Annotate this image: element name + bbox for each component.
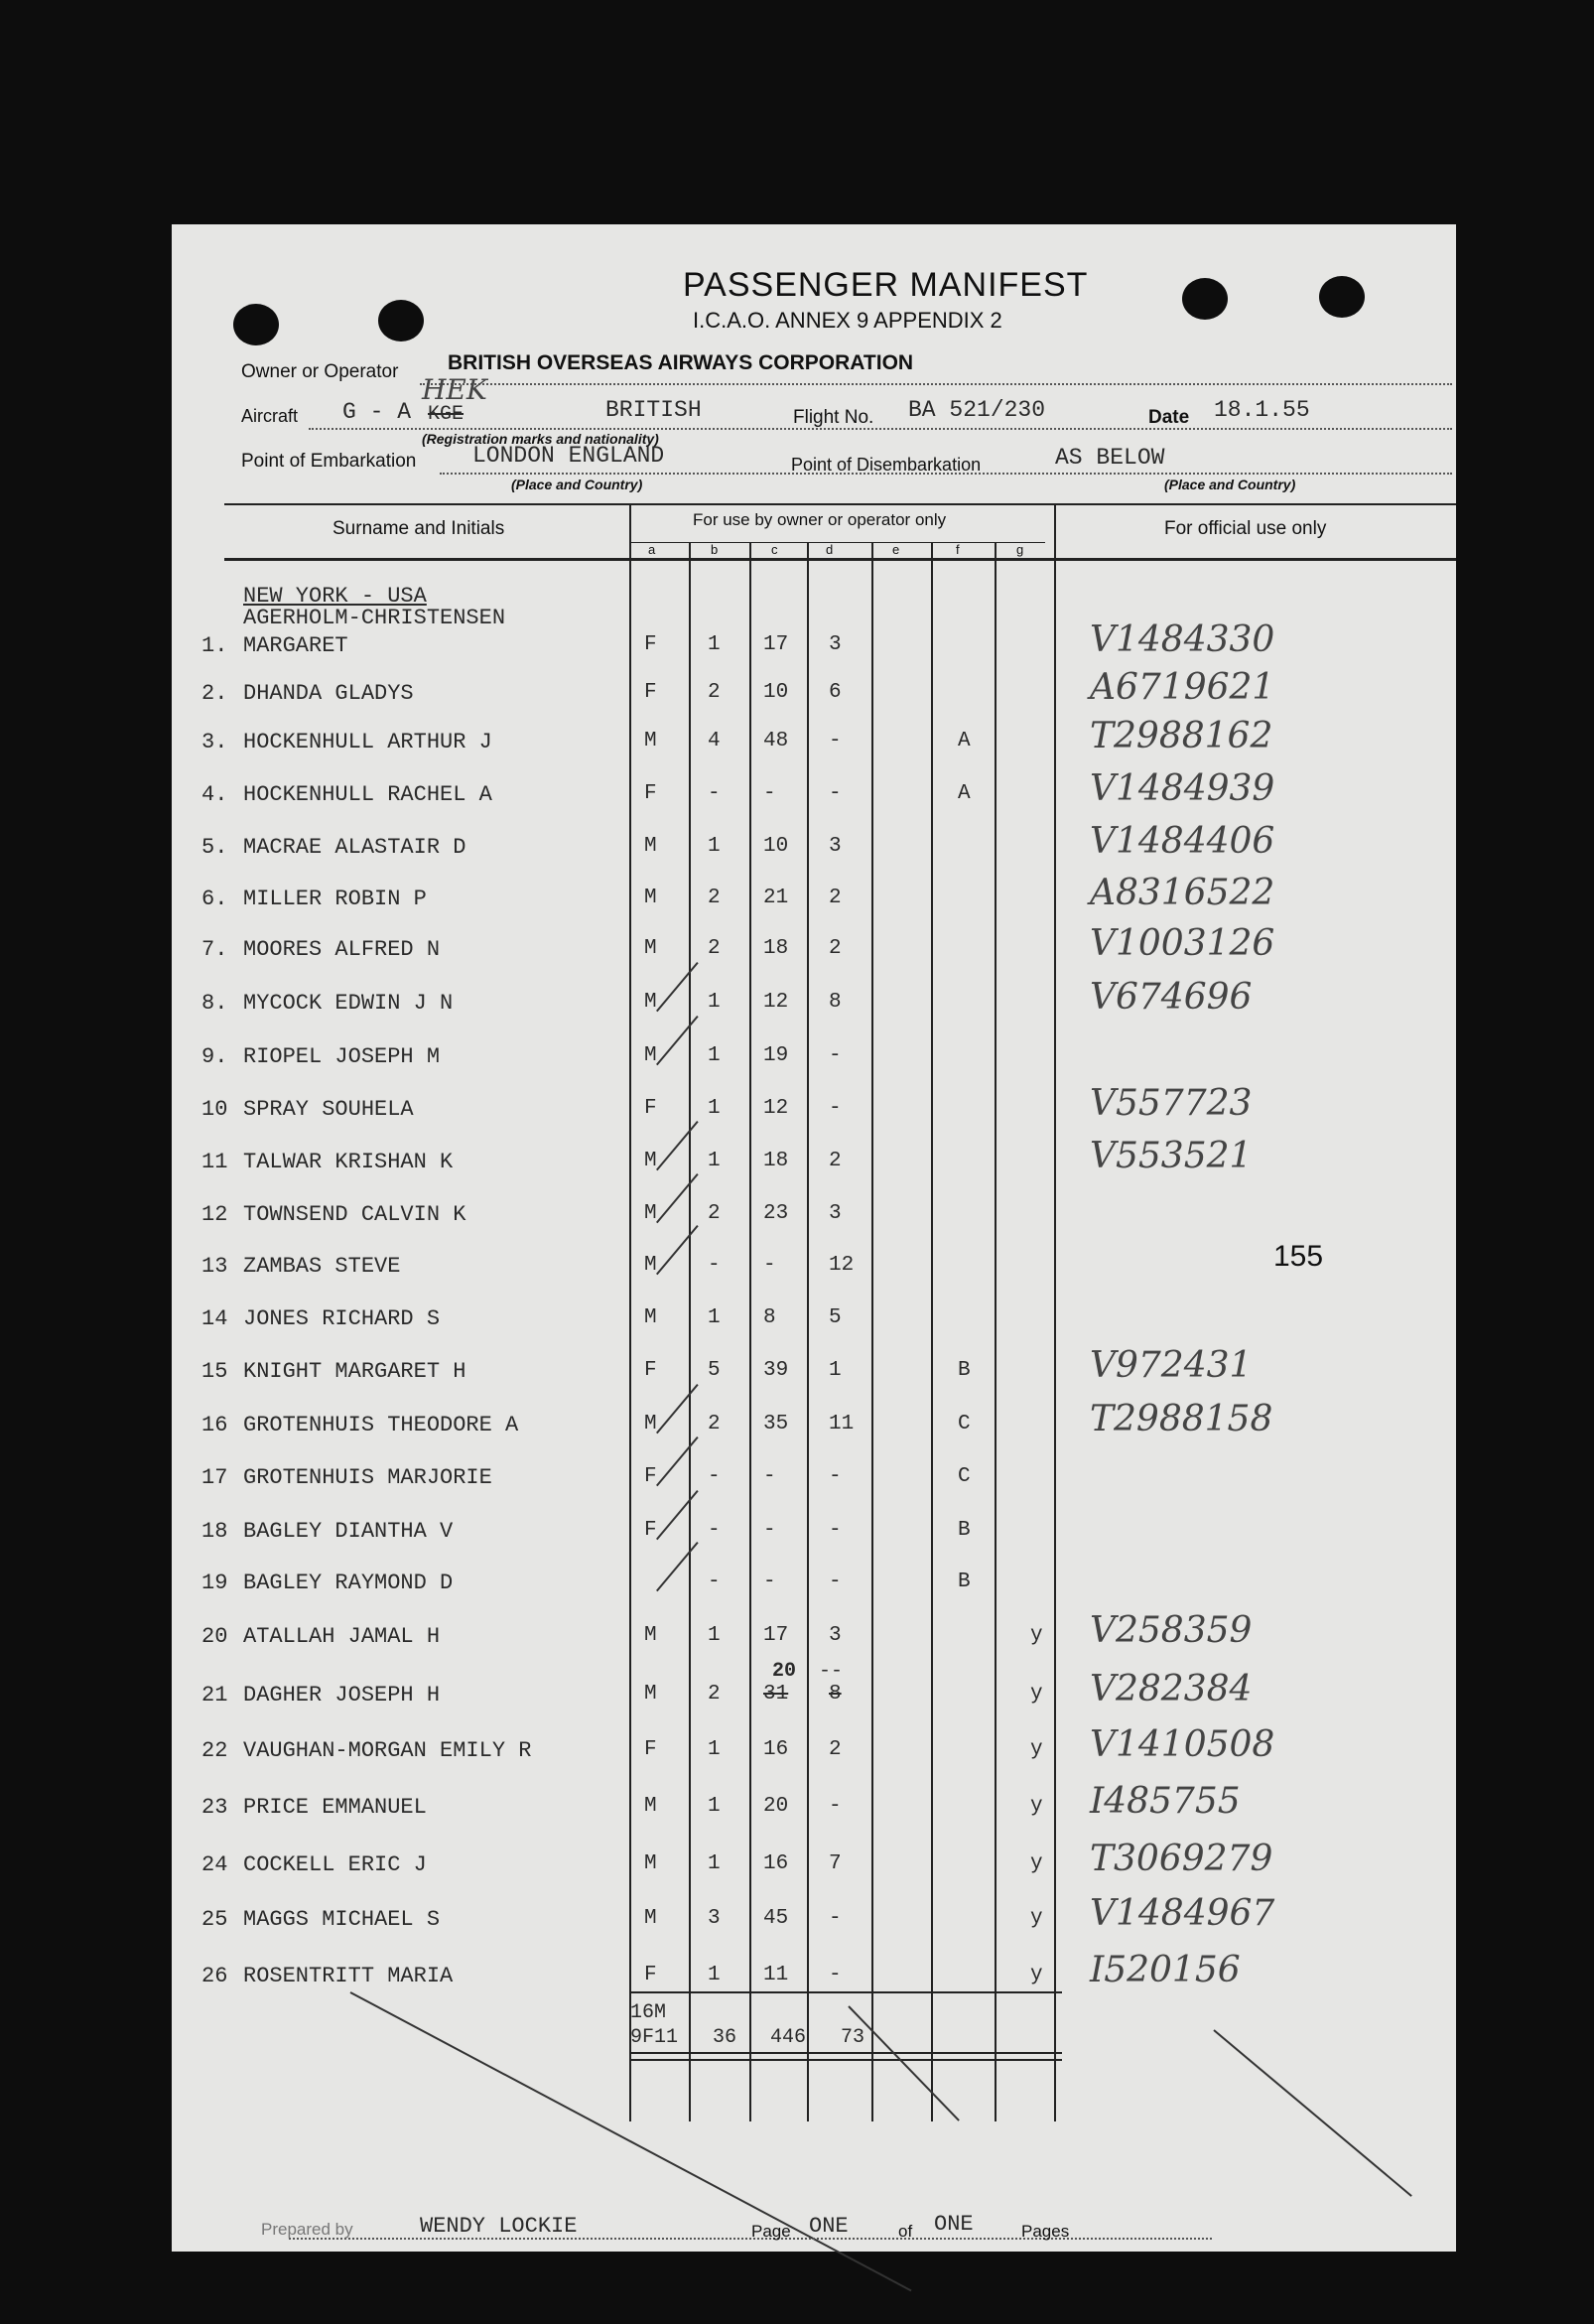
col-divider: [689, 542, 691, 2121]
cell-d: 2: [829, 937, 842, 960]
passenger-name: ZAMBAS STEVE: [243, 1254, 401, 1279]
passenger-name: VAUGHAN-MORGAN EMILY R: [243, 1738, 532, 1763]
passenger-name: BAGLEY DIANTHA V: [243, 1519, 454, 1544]
cell-c: 16: [763, 1738, 789, 1761]
official-entry: I520156: [1090, 1950, 1241, 1990]
registration-caption: (Registration marks and nationality): [422, 431, 659, 447]
cell-b: 2: [708, 1683, 721, 1706]
check-mark: [656, 1436, 699, 1486]
passenger-name: DAGHER JOSEPH H: [243, 1683, 441, 1708]
cell-d: -: [829, 1097, 842, 1120]
cell-f: A: [958, 730, 971, 752]
cell-b: 1: [708, 1306, 721, 1329]
destination-heading: NEW YORK - USA: [243, 584, 427, 609]
passenger-name: KNIGHT MARGARET H: [243, 1359, 466, 1384]
cell-d: 2: [829, 1150, 842, 1172]
official-entry: T2988162: [1090, 716, 1273, 756]
prepared-value: WENDY LOCKIE: [420, 2214, 578, 2239]
cell-f: B: [958, 1519, 971, 1542]
cell-c: 12: [763, 1097, 789, 1120]
aircraft-label: Aircraft: [241, 406, 299, 426]
cell-c: 10: [763, 835, 789, 858]
embarkation-label: Point of Embarkation: [241, 451, 417, 472]
cell-c: -: [763, 1465, 776, 1488]
cell-a: F: [644, 681, 657, 704]
row-number: 24: [201, 1852, 228, 1877]
cell-b: 2: [708, 887, 721, 909]
passenger-name: TALWAR KRISHAN K: [243, 1150, 454, 1174]
cell-c: 45: [763, 1907, 789, 1930]
page-label: Page: [751, 2222, 791, 2241]
cell-b: 2: [708, 681, 721, 704]
aircraft-nationality: BRITISH: [605, 397, 702, 423]
cell-c: 17: [763, 1624, 789, 1647]
check-mark: [656, 1490, 699, 1540]
page-value: ONE: [809, 2214, 849, 2239]
row-number: 1.: [201, 633, 228, 658]
cell-b: 1: [708, 1097, 721, 1120]
check-mark: [656, 1173, 699, 1223]
cell-a: F: [644, 1738, 657, 1761]
row-number: 6.: [201, 887, 228, 911]
cell-c: -: [763, 782, 776, 805]
cell-b: -: [708, 1465, 721, 1488]
cell-f: C: [958, 1465, 971, 1488]
cell-b: -: [708, 1519, 721, 1542]
pages-label: Pages: [1021, 2222, 1070, 2241]
dagher-d-correction: --: [819, 1660, 844, 1683]
row-number: 19: [201, 1571, 228, 1595]
passenger-name: MYCOCK EDWIN J N: [243, 991, 454, 1016]
cell-g: y: [1030, 1907, 1043, 1930]
cell-g: y: [1030, 1738, 1043, 1761]
row-number: 5.: [201, 835, 228, 860]
passenger-name: ATALLAH JAMAL H: [243, 1624, 441, 1649]
cell-d: 8: [829, 991, 842, 1014]
punch-hole: [1319, 276, 1365, 318]
passenger-name: TOWNSEND CALVIN K: [243, 1202, 466, 1227]
cell-d: 6: [829, 681, 842, 704]
row-number: 12: [201, 1202, 228, 1227]
subcol-letter: c: [771, 542, 778, 557]
aircraft-prefix: G - A: [342, 399, 412, 425]
row-number: 4.: [201, 782, 228, 807]
embarkation-value: LONDON ENGLAND: [472, 443, 665, 469]
row-number: 7.: [201, 937, 228, 962]
cell-f: B: [958, 1359, 971, 1382]
cell-a: F: [644, 1519, 657, 1542]
official-entry: 155: [1273, 1240, 1324, 1273]
subcol-letter: g: [1016, 542, 1024, 557]
row-number: 16: [201, 1413, 228, 1437]
row-number: 18: [201, 1519, 228, 1544]
passenger-name: ROSENTRITT MARIA: [243, 1964, 454, 1988]
cell-b: 2: [708, 1413, 721, 1435]
cell-d: 2: [829, 887, 842, 909]
cell-d: -: [829, 1465, 842, 1488]
check-mark: [656, 1384, 699, 1434]
cell-c: 10: [763, 681, 789, 704]
col-header-official: For official use only: [1164, 518, 1327, 539]
date-label: Date: [1148, 407, 1190, 428]
cell-d: 8: [829, 1683, 842, 1706]
total-a-men: 16M: [630, 2001, 667, 2024]
check-mark: [656, 1542, 699, 1591]
cell-a: F: [644, 1359, 657, 1382]
row-number: 10: [201, 1097, 228, 1122]
cell-a: M: [644, 1150, 657, 1172]
cell-d: 1: [829, 1359, 842, 1382]
row-number: 15: [201, 1359, 228, 1384]
cell-c: 31: [763, 1683, 789, 1706]
passenger-name: MILLER ROBIN P: [243, 887, 427, 911]
row-number: 17: [201, 1465, 228, 1490]
cell-d: -: [829, 1044, 842, 1067]
col-divider: [807, 542, 809, 2121]
check-mark: [656, 1016, 699, 1065]
passenger-name: SPRAY SOUHELA: [243, 1097, 414, 1122]
col-divider: [1054, 503, 1056, 2121]
cancel-stroke: [1213, 2029, 1411, 2197]
cell-d: 3: [829, 1202, 842, 1225]
official-entry: V258359: [1090, 1610, 1253, 1651]
flight-value: BA 521/230: [908, 397, 1046, 423]
row-number: 2.: [201, 681, 228, 706]
official-entry: T2988158: [1090, 1399, 1273, 1439]
disembarkation-value: AS BELOW: [1055, 445, 1165, 471]
cell-d: -: [829, 1571, 842, 1593]
col-header-owner: For use by owner or operator only: [693, 510, 947, 529]
cell-b: 1: [708, 1150, 721, 1172]
passenger-name-line2: MARGARET: [243, 633, 348, 658]
cell-a: M: [644, 1254, 657, 1277]
cell-a: M: [644, 1795, 657, 1818]
official-entry: V1003126: [1090, 923, 1275, 964]
totals-bottom-rule-2: [629, 2059, 1062, 2061]
cell-d: -: [829, 1907, 842, 1930]
official-entry: V1484330: [1090, 619, 1275, 660]
cell-f: B: [958, 1571, 971, 1593]
cell-g: y: [1030, 1683, 1043, 1706]
official-entry: A6719621: [1090, 667, 1275, 708]
total-c: 446: [770, 2026, 807, 2049]
official-entry: V282384: [1090, 1669, 1253, 1709]
cell-c: 39: [763, 1359, 789, 1382]
row-number: 14: [201, 1306, 228, 1331]
passenger-name: BAGLEY RAYMOND D: [243, 1571, 454, 1595]
col-divider: [931, 542, 933, 2121]
prepared-label: Prepared by: [261, 2220, 353, 2239]
subcol-letter: b: [711, 542, 719, 557]
of-value: ONE: [934, 2212, 974, 2237]
cell-g: y: [1030, 1964, 1043, 1986]
official-entry: I485755: [1090, 1781, 1241, 1822]
cell-b: -: [708, 782, 721, 805]
of-label: of: [898, 2222, 913, 2241]
row-number: 23: [201, 1795, 228, 1820]
cell-a: M: [644, 1306, 657, 1329]
check-mark: [656, 962, 699, 1012]
check-mark: [656, 1121, 699, 1170]
cell-c: -: [763, 1519, 776, 1542]
cell-b: 5: [708, 1359, 721, 1382]
cell-b: 1: [708, 991, 721, 1014]
cell-a: F: [644, 1097, 657, 1120]
passenger-name: MAGGS MICHAEL S: [243, 1907, 441, 1932]
disembarkation-caption: (Place and Country): [1164, 477, 1296, 492]
passenger-name: RIOPEL JOSEPH M: [243, 1044, 441, 1069]
official-entry: V1484939: [1090, 768, 1275, 809]
passenger-name: HOCKENHULL RACHEL A: [243, 782, 492, 807]
cell-c: -: [763, 1254, 776, 1277]
official-entry: V674696: [1090, 977, 1253, 1018]
cell-d: -: [829, 1519, 842, 1542]
aircraft-line: [309, 428, 1452, 430]
official-entry: V1410508: [1090, 1724, 1275, 1765]
passenger-name: GROTENHUIS THEODORE A: [243, 1413, 519, 1437]
total-b: 36: [713, 2026, 737, 2049]
cell-a: M: [644, 1044, 657, 1067]
cell-b: -: [708, 1571, 721, 1593]
cell-c: 19: [763, 1044, 789, 1067]
embarkation-caption: (Place and Country): [511, 477, 643, 492]
cell-a: M: [644, 1683, 657, 1706]
official-entry: V553521: [1090, 1136, 1253, 1176]
official-entry: V972431: [1090, 1345, 1253, 1386]
row-number: 20: [201, 1624, 228, 1649]
row-number: 3.: [201, 730, 228, 754]
manifest-subtitle: I.C.A.O. ANNEX 9 APPENDIX 2: [693, 308, 1002, 333]
owner-value: BRITISH OVERSEAS AIRWAYS CORPORATION: [448, 351, 914, 374]
flight-label: Flight No.: [793, 407, 874, 428]
cell-g: y: [1030, 1624, 1043, 1647]
disembarkation-label: Point of Disembarkation: [791, 455, 982, 475]
cell-b: 1: [708, 1852, 721, 1875]
cell-a: F: [644, 1465, 657, 1488]
cell-c: 16: [763, 1852, 789, 1875]
punch-hole: [378, 300, 424, 342]
cell-c: 20: [763, 1795, 789, 1818]
cell-a: M: [644, 1852, 657, 1875]
cell-f: A: [958, 782, 971, 805]
cell-c: 8: [763, 1306, 776, 1329]
cell-b: -: [708, 1254, 721, 1277]
cell-d: -: [829, 730, 842, 752]
passenger-name: GROTENHUIS MARJORIE: [243, 1465, 492, 1490]
passenger-name: MACRAE ALASTAIR D: [243, 835, 466, 860]
official-entry: V1484967: [1090, 1893, 1275, 1934]
cell-c: 17: [763, 633, 789, 656]
official-entry: T3069279: [1090, 1839, 1273, 1879]
subcol-letter: e: [892, 542, 900, 557]
cell-a: F: [644, 782, 657, 805]
cell-b: 1: [708, 1964, 721, 1986]
row-number: 9.: [201, 1044, 228, 1069]
cell-d: -: [829, 1795, 842, 1818]
cell-a: M: [644, 1202, 657, 1225]
subcol-letter: d: [826, 542, 834, 557]
cell-d: 2: [829, 1738, 842, 1761]
cell-d: 11: [829, 1413, 855, 1435]
row-number: 25: [201, 1907, 228, 1932]
passenger-name: DHANDA GLADYS: [243, 681, 414, 706]
passenger-name: MOORES ALFRED N: [243, 937, 441, 962]
cell-b: 1: [708, 633, 721, 656]
cell-b: 1: [708, 1738, 721, 1761]
manifest-sheet: [172, 224, 1456, 2252]
cell-d: 3: [829, 1624, 842, 1647]
cell-b: 1: [708, 1044, 721, 1067]
cell-c: 11: [763, 1964, 789, 1986]
total-d: 73: [841, 2026, 865, 2049]
aircraft-struck: KGE: [428, 403, 465, 426]
table-top-rule: [224, 503, 1456, 505]
col-divider: [871, 542, 873, 2121]
cell-a: M: [644, 991, 657, 1014]
official-entry: V557723: [1090, 1083, 1253, 1124]
row-number: 21: [201, 1683, 228, 1708]
cell-b: 1: [708, 1624, 721, 1647]
cell-c: 21: [763, 887, 789, 909]
col-divider: [749, 542, 751, 2121]
total-a-women: 9F11: [630, 2026, 679, 2049]
official-entry: V1484406: [1090, 821, 1275, 862]
punch-hole: [233, 304, 279, 345]
cell-b: 4: [708, 730, 721, 752]
cell-g: y: [1030, 1852, 1043, 1875]
cell-g: y: [1030, 1795, 1043, 1818]
cancel-stroke: [848, 2005, 960, 2120]
cell-b: 3: [708, 1907, 721, 1930]
cell-d: 3: [829, 835, 842, 858]
cell-a: M: [644, 835, 657, 858]
row-number: 13: [201, 1254, 228, 1279]
col-divider: [629, 503, 631, 2121]
row-number: 11: [201, 1150, 228, 1174]
subcol-letter: f: [956, 542, 960, 557]
cell-a: M: [644, 887, 657, 909]
cell-a: M: [644, 1413, 657, 1435]
row-number: 26: [201, 1964, 228, 1988]
passenger-name: COCKELL ERIC J: [243, 1852, 427, 1877]
subcol-letter: a: [648, 542, 656, 557]
cell-f: C: [958, 1413, 971, 1435]
dagher-c-correction: 20: [772, 1660, 797, 1683]
cell-a: M: [644, 730, 657, 752]
cell-d: 5: [829, 1306, 842, 1329]
cell-d: -: [829, 1964, 842, 1986]
row-number: 8.: [201, 991, 228, 1016]
cell-b: 1: [708, 835, 721, 858]
passenger-name: AGERHOLM-CHRISTENSEN: [243, 606, 506, 630]
cell-c: 35: [763, 1413, 789, 1435]
cell-d: 7: [829, 1852, 842, 1875]
cell-a: M: [644, 937, 657, 960]
cell-d: 3: [829, 633, 842, 656]
subcol-rule: [630, 542, 1045, 543]
passenger-name: HOCKENHULL ARTHUR J: [243, 730, 492, 754]
cell-c: 18: [763, 1150, 789, 1172]
cell-a: M: [644, 1624, 657, 1647]
cell-c: 48: [763, 730, 789, 752]
cell-b: 2: [708, 1202, 721, 1225]
cell-a: F: [644, 633, 657, 656]
passenger-name: PRICE EMMANUEL: [243, 1795, 427, 1820]
punch-hole: [1182, 278, 1228, 320]
passenger-name: JONES RICHARD S: [243, 1306, 441, 1331]
cell-c: -: [763, 1571, 776, 1593]
cell-c: 23: [763, 1202, 789, 1225]
cell-a: F: [644, 1964, 657, 1986]
row-number: 22: [201, 1738, 228, 1763]
manifest-title: PASSENGER MANIFEST: [683, 266, 1089, 304]
cell-a: M: [644, 1907, 657, 1930]
date-value: 18.1.55: [1214, 397, 1310, 423]
cell-c: 12: [763, 991, 789, 1014]
aircraft-handwritten: HEK: [422, 373, 487, 406]
totals-bottom-rule: [629, 2052, 1062, 2054]
owner-label: Owner or Operator: [241, 361, 399, 382]
table-header-rule: [224, 558, 1456, 561]
cell-b: 2: [708, 937, 721, 960]
owner-line: [420, 383, 1452, 385]
totals-top-rule: [629, 1991, 1062, 1993]
check-mark: [656, 1225, 699, 1275]
col-divider: [995, 542, 996, 2121]
col-header-surname: Surname and Initials: [332, 518, 505, 539]
cell-c: 18: [763, 937, 789, 960]
cell-d: 12: [829, 1254, 855, 1277]
cell-b: 1: [708, 1795, 721, 1818]
official-entry: A8316522: [1090, 873, 1275, 913]
cell-d: -: [829, 782, 842, 805]
